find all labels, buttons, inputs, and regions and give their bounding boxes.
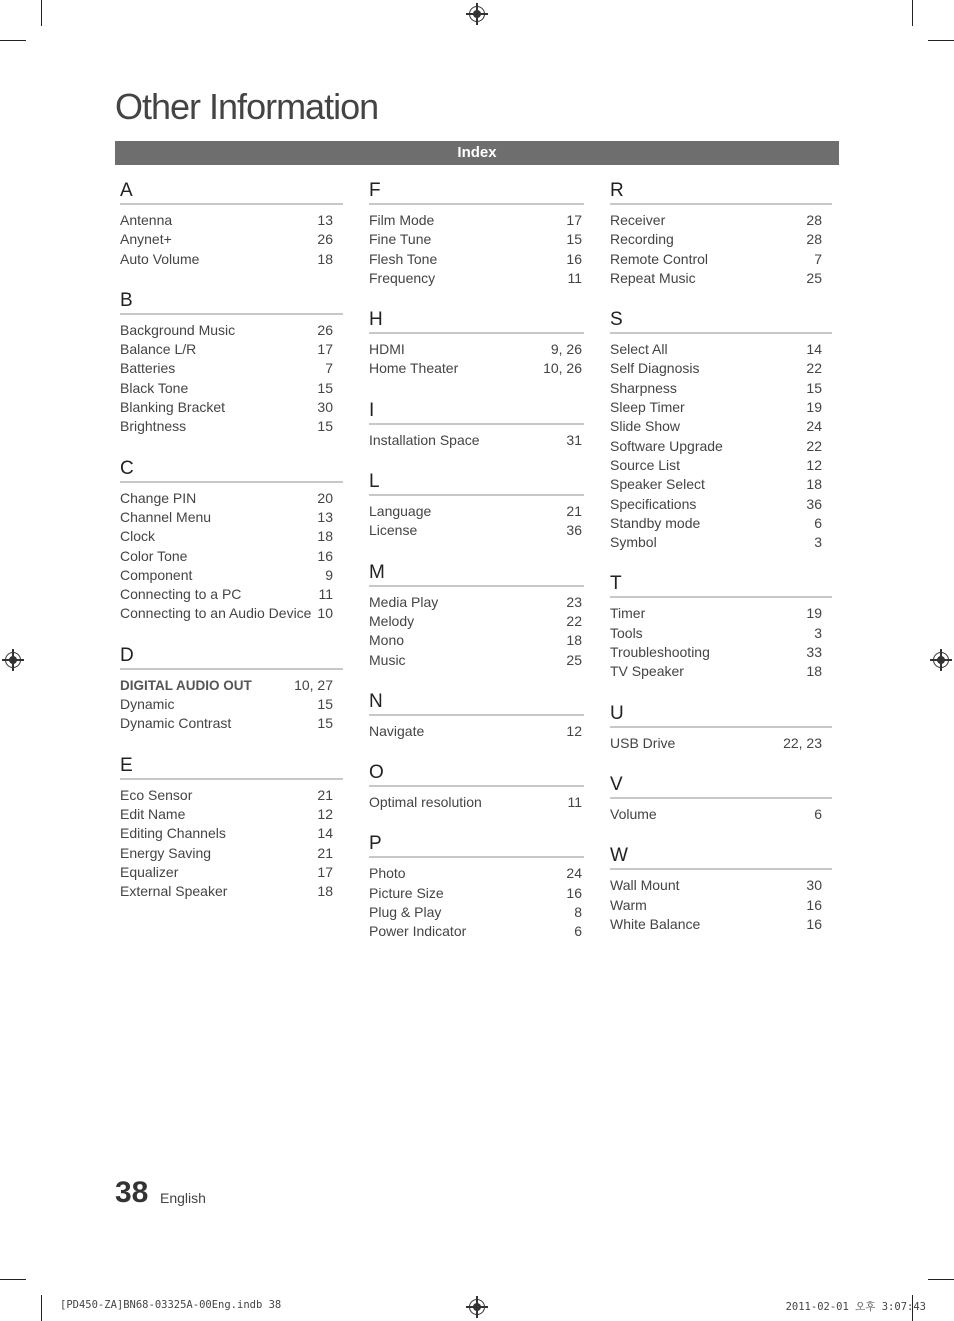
index-page-ref: 22 [566,612,582,629]
index-entry [120,321,343,340]
index-page-ref: 12 [317,805,333,822]
index-term: Frequency [369,269,436,286]
index-term: License [369,522,418,539]
crop-mark [41,0,42,26]
index-group [369,309,584,379]
index-term: Symbol [610,534,657,551]
index-entry [610,533,832,552]
index-term: Wall Mount [610,877,680,894]
index-entry [369,340,584,359]
index-letter-heading: L [369,471,584,496]
index-term: Music [369,651,406,668]
index-entry [610,876,832,895]
index-page-ref: 16 [806,896,822,913]
crop-mark [41,1295,42,1321]
index-page-ref: 14 [317,825,333,842]
index-entry [369,793,584,812]
index-term: Mono [369,632,405,649]
index-entry [120,379,343,398]
index-page-ref: 9 [325,566,333,583]
index-term: Navigate [369,722,425,739]
index-page-ref: 11 [567,794,582,811]
print-slug-timestamp: 2011-02-01 오후 3:07:43 [785,1301,926,1313]
index-term: Volume [610,805,657,822]
index-letter-heading: T [610,573,832,598]
index-term: Change PIN [120,489,197,506]
index-term: TV Speaker [610,663,684,680]
index-entry [610,604,832,623]
index-letter-heading: H [369,309,584,334]
index-entry [120,844,343,863]
index-term: HDMI [369,341,405,358]
index-letter-heading: E [120,755,343,780]
index-entry [610,915,832,934]
index-term: Remote Control [610,250,709,267]
index-page-ref: 22 [806,360,822,377]
index-page-ref: 6 [814,514,822,531]
index-page-ref: 18 [317,250,333,267]
index-entry [369,864,584,883]
index-page-ref: 17 [566,212,582,228]
index-page-ref: 18 [317,883,333,900]
index-term: Batteries [120,360,176,377]
index-page-ref: 14 [806,341,822,358]
index-entry [120,824,343,843]
index-term: Auto Volume [120,250,200,267]
index-column-1 [120,180,343,922]
index-term: Troubleshooting [610,644,710,661]
index-entry [120,230,343,249]
registration-mark-icon [933,652,949,668]
index-group [120,180,343,269]
index-page-ref: 8 [574,904,582,921]
index-group [369,691,584,741]
index-term: Recording [610,231,674,248]
index-term: Antenna [120,212,173,228]
index-term: Home Theater [369,360,459,377]
index-entry [610,514,832,533]
index-term: Energy Saving [120,844,212,861]
index-entry [369,269,584,288]
index-page-ref: 15 [317,715,333,732]
registration-mark-icon [5,652,21,668]
index-term: Component [120,566,193,583]
index-group [610,774,832,824]
index-entry [610,437,832,456]
index-term: Sharpness [610,379,677,396]
index-entry [369,612,584,631]
index-entry [369,230,584,249]
index-term: Select All [610,341,668,358]
index-term: Editing Channels [120,825,226,842]
index-page-ref: 19 [806,399,822,416]
index-term: Tools [610,624,643,641]
index-term: Language [369,503,432,520]
index-group [369,562,584,670]
page-language: English [160,1190,206,1206]
index-page-ref: 26 [317,321,333,338]
index-group [120,755,343,902]
index-entry [610,624,832,643]
index-page-ref: 23 [566,593,582,610]
index-column-3 [610,180,832,955]
index-page-ref: 13 [317,212,333,228]
index-page-ref: 21 [317,786,333,803]
index-term: Color Tone [120,547,188,564]
index-entry [610,643,832,662]
index-term: Background Music [120,321,236,338]
index-group [369,762,584,812]
index-page-ref: 18 [806,663,822,680]
index-entry [369,593,584,612]
index-page-ref: 18 [317,528,333,545]
index-entry [369,359,584,378]
index-page-ref: 16 [806,915,822,932]
index-page-ref: 21 [566,503,582,520]
index-term: DIGITAL AUDIO OUT [120,677,252,693]
index-term: Eco Sensor [120,786,193,803]
index-page-ref: 11 [318,586,333,603]
registration-mark-icon [469,1299,485,1315]
index-page-ref: 9, 26 [550,341,582,358]
index-term: Self Diagnosis [610,360,700,377]
index-entry [610,340,832,359]
index-page-ref: 22 [806,437,822,454]
index-entry [120,547,343,566]
index-entry [120,604,343,623]
index-term: Connecting to an Audio Device [120,605,312,622]
index-term: Media Play [369,593,439,610]
index-entry [369,722,584,741]
index-letter-heading: S [610,309,832,334]
index-entry [610,734,832,753]
index-entry [610,417,832,436]
index-term: External Speaker [120,883,228,900]
index-entry [120,863,343,882]
index-page-ref: 6 [574,923,582,940]
index-entry [369,631,584,650]
index-entry [369,651,584,670]
index-letter-heading: M [369,562,584,587]
index-page-ref: 25 [806,269,822,286]
index-entry [610,475,832,494]
index-entry [610,495,832,514]
index-page-ref: 15 [806,379,822,396]
index-letter-heading: R [610,180,832,205]
index-entry [120,398,343,417]
index-term: Dynamic [120,696,175,713]
index-page-ref: 16 [317,547,333,564]
index-group [369,400,584,450]
index-page-ref: 10, 26 [543,360,582,377]
index-term: Photo [369,865,406,882]
index-page-ref: 15 [317,379,333,396]
index-column-2 [369,180,584,963]
index-page-ref: 17 [317,863,333,880]
index-page-ref: 26 [317,231,333,248]
index-term: Timer [610,605,646,622]
index-term: Repeat Music [610,269,696,286]
index-letter-heading: U [610,703,832,728]
index-page-ref: 21 [317,844,333,861]
page-number: 38 [115,1176,149,1209]
index-entry [120,714,343,733]
index-entry [120,882,343,901]
index-page-ref: 3 [814,534,822,551]
index-page-ref: 13 [317,508,333,525]
index-term: Flesh Tone [369,250,438,267]
index-page-ref: 3 [814,624,822,641]
index-term: Channel Menu [120,508,212,525]
index-letter-heading: O [369,762,584,787]
index-term: Standby mode [610,514,701,531]
index-entry [610,805,832,824]
index-page-ref: 28 [806,231,822,248]
index-entry [369,903,584,922]
index-entry [610,230,832,249]
index-entry [610,379,832,398]
index-entry [120,340,343,359]
index-group [610,309,832,552]
index-entry [120,585,343,604]
index-page-ref: 24 [806,418,822,435]
index-letter-heading: N [369,691,584,716]
index-term: Blanking Bracket [120,399,226,416]
index-entry [369,502,584,521]
index-page-ref: 10 [317,605,333,622]
index-entry [610,211,832,230]
index-page-ref: 18 [806,476,822,493]
crop-mark [0,1279,26,1280]
index-group [610,180,832,288]
index-page-ref: 28 [806,212,822,228]
page-title: Other Information [115,86,379,127]
index-letter-heading: B [120,290,343,315]
index-letter-heading: F [369,180,584,205]
index-term: Equalizer [120,863,179,880]
index-group [369,180,584,288]
index-term: Dynamic Contrast [120,715,232,732]
index-entry [120,695,343,714]
index-group [120,458,343,624]
index-page-ref: 18 [566,632,582,649]
registration-mark-icon [469,6,485,22]
index-term: Connecting to a PC [120,586,242,603]
index-term: USB Drive [610,734,676,751]
index-entry [120,211,343,230]
index-page-ref: 6 [814,805,822,822]
index-letter-heading: A [120,180,343,205]
index-header-bar: Index [115,141,839,165]
index-group [369,833,584,941]
index-page-ref: 30 [317,399,333,416]
crop-mark [912,0,913,26]
index-term: Receiver [610,212,666,228]
index-page-ref: 24 [566,865,582,882]
index-page-ref: 10, 27 [294,676,333,693]
index-entry [120,489,343,508]
index-page-ref: 36 [806,495,822,512]
index-entry [369,250,584,269]
index-letter-heading: W [610,845,832,870]
index-term: Power Indicator [369,923,467,940]
index-group [120,645,343,734]
index-page-ref: 12 [566,722,582,739]
index-page-ref: 17 [317,341,333,358]
index-page-ref: 16 [566,884,582,901]
index-page-ref: 36 [566,522,582,539]
index-group [610,573,832,681]
index-term: Brightness [120,418,187,435]
index-term: Sleep Timer [610,399,685,416]
index-entry [369,211,584,230]
index-entry [120,508,343,527]
index-term: Anynet+ [120,231,172,248]
index-term: Fine Tune [369,231,432,248]
index-entry [120,566,343,585]
index-term: Software Upgrade [610,437,723,454]
index-entry [610,269,832,288]
index-entry [369,431,584,450]
index-letter-heading: C [120,458,343,483]
index-term: Balance L/R [120,341,197,358]
index-term: Source List [610,456,681,473]
crop-mark [928,40,954,41]
index-term: Black Tone [120,379,189,396]
index-page-ref: 22, 23 [783,734,822,751]
index-entry [610,250,832,269]
index-term: Melody [369,612,415,629]
index-page-ref: 11 [567,269,582,286]
index-letter-heading: I [369,400,584,425]
index-entry [610,359,832,378]
index-page-ref: 15 [566,231,582,248]
index-term: Optimal resolution [369,794,482,811]
index-page-ref: 20 [317,489,333,506]
index-entry [120,786,343,805]
index-term: Specifications [610,495,697,512]
index-page-ref: 15 [317,418,333,435]
index-term: Warm [610,896,647,913]
index-term: White Balance [610,915,701,932]
index-entry [610,398,832,417]
index-term: Speaker Select [610,476,705,493]
index-group [610,703,832,753]
index-entry [120,417,343,436]
index-page-ref: 25 [566,651,582,668]
index-page-ref: 15 [317,696,333,713]
index-page-ref: 7 [814,250,822,267]
index-entry [120,527,343,546]
index-entry [369,521,584,540]
index-entry [610,456,832,475]
index-group [610,845,832,934]
index-page-ref: 7 [325,360,333,377]
crop-mark [0,40,26,41]
index-group [369,471,584,541]
index-group [120,290,343,437]
index-term: Plug & Play [369,904,442,921]
index-page-ref: 19 [806,605,822,622]
index-entry [120,805,343,824]
index-term: Film Mode [369,212,435,228]
index-page-ref: 30 [806,877,822,894]
index-letter-heading: V [610,774,832,799]
index-page-ref: 16 [566,250,582,267]
index-term: Picture Size [369,884,444,901]
index-entry [369,884,584,903]
index-page-ref: 31 [566,431,582,448]
index-page-ref: 12 [806,456,822,473]
index-entry [120,250,343,269]
index-entry [610,896,832,915]
index-entry [120,359,343,378]
index-term: Clock [120,528,156,545]
index-letter-heading: P [369,833,584,858]
index-term: Edit Name [120,805,186,822]
index-letter-heading: D [120,645,343,670]
index-entry [120,676,343,695]
crop-mark [928,1279,954,1280]
index-term: Slide Show [610,418,681,435]
index-entry [610,662,832,681]
print-slug-file: [PD450-ZA]BN68-03325A-00Eng.indb 38 [60,1299,282,1311]
index-entry [369,922,584,941]
index-page-ref: 33 [806,644,822,661]
index-term: Installation Space [369,431,480,448]
